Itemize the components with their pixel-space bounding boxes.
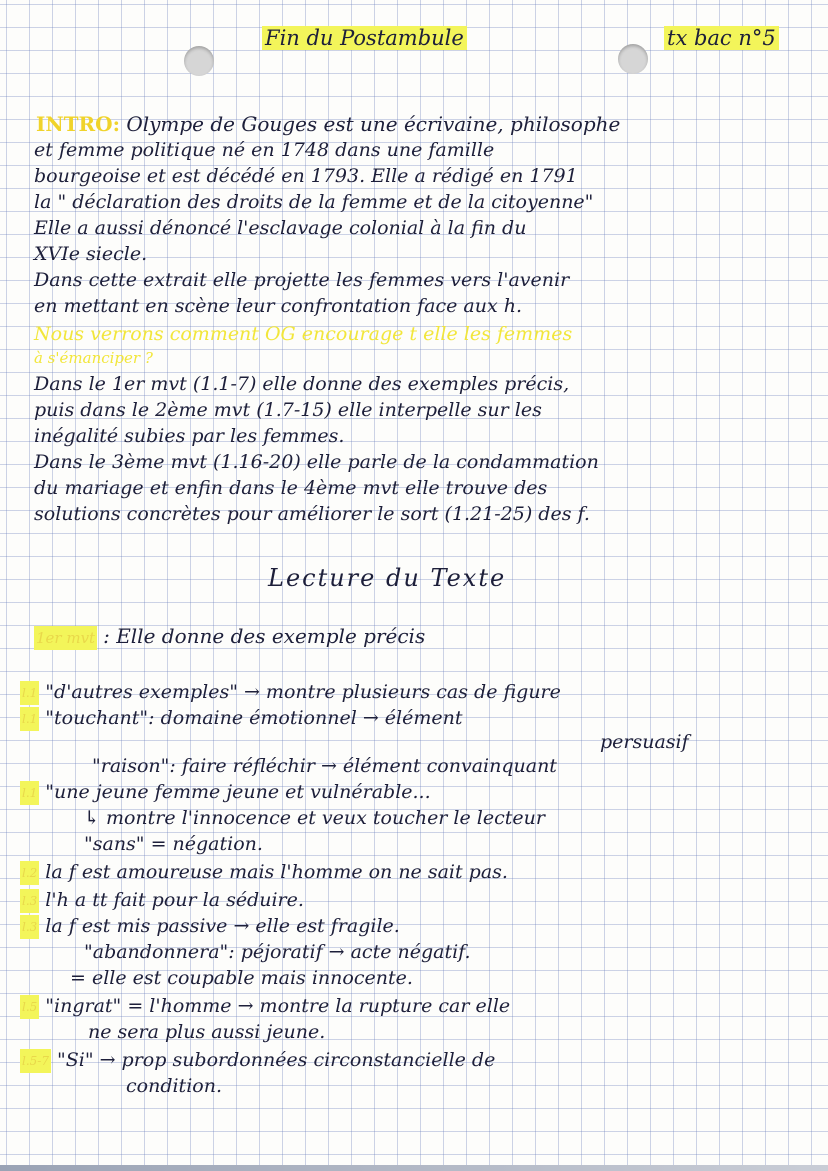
intro-line-5: XVIe siecle. [34, 243, 148, 265]
text-tag: tx bac n°5 [664, 26, 779, 50]
note-line-11: = elle est coupable mais innocente. [70, 967, 413, 989]
note-line-8: l.3 l'h a tt fait pour la séduire. [22, 889, 304, 911]
binder-hole-left [184, 46, 214, 76]
intro-line-10: Dans le 1er mvt (1.1-7) elle donne des exemples précis, [34, 373, 570, 395]
intro-line-7: en mettant en scène leur confrontation face aux h. [34, 295, 523, 317]
page-title: Fin du Postambule [262, 26, 467, 50]
intro-line-9: à s'émanciper ? [34, 349, 153, 367]
intro-line-11: puis dans le 2ème mvt (1.7-15) elle interpelle sur les [34, 399, 542, 421]
section1-heading: 1er mvt : Elle donne des exemple précis [36, 624, 426, 648]
note-line-13: ne sera plus aussi jeune. [88, 1021, 326, 1043]
note-line-7: l.2 la f est amoureuse mais l'homme on ne sait pas. [22, 861, 508, 883]
note-line-0: l.1 "d'autres exemples" → montre plusieurs cas de figure [22, 681, 561, 703]
note-line-1: l.1 "touchant": domaine émotionnel → élément [22, 707, 463, 729]
note-line-9: l.3 la f est mis passive → elle est fragile. [22, 915, 400, 937]
intro-line-2: bourgeoise et est décédé en 1793. Elle a rédigé en 1791 [34, 165, 578, 187]
binder-hole-right [618, 44, 648, 74]
intro-line-3: la " déclaration des droits de la femme et de la citoyenne" [34, 191, 594, 213]
intro-line-8: Nous verrons comment OG encourage t elle les femmes [34, 323, 573, 345]
page-bottom-edge [0, 1165, 828, 1171]
note-line-2: persuasif [600, 731, 689, 753]
intro-line-6: Dans cette extrait elle projette les femmes vers l'avenir [34, 269, 570, 291]
intro-line-15: solutions concrètes pour améliorer le sort (1.21-25) des f. [34, 503, 590, 525]
intro-line-12: inégalité subies par les femmes. [34, 425, 345, 447]
note-line-10: "abandonnera": péjoratif → acte négatif. [84, 941, 471, 963]
note-line-15: condition. [126, 1075, 222, 1097]
note-line-4: l.1 "une jeune femme jeune et vulnérable... [22, 781, 431, 803]
intro-line-1: et femme politique né en 1748 dans une famille [34, 139, 495, 161]
note-line-5: ↳ montre l'innocence et veux toucher le lecteur [84, 807, 545, 829]
section-title: Lecture du Texte [268, 564, 507, 592]
note-line-14: l.5-7 "Si" → prop subordonnées circonstancielle de [22, 1049, 496, 1071]
intro-line-13: Dans le 3ème mvt (1.16-20) elle parle de la condammation [34, 451, 599, 473]
intro-line-0: INTRO: Olympe de Gouges est une écrivaine, philosophe [36, 112, 621, 136]
intro-line-14: du mariage et enfin dans le 4ème mvt elle trouve des [34, 477, 548, 499]
note-line-12: l.5 "ingrat" = l'homme → montre la rupture car elle [22, 995, 511, 1017]
note-line-3: "raison": faire réfléchir → élément convainquant [92, 755, 557, 777]
note-line-6: "sans" = négation. [84, 833, 263, 855]
intro-line-4: Elle a aussi dénoncé l'esclavage colonial à la fin du [34, 217, 527, 239]
